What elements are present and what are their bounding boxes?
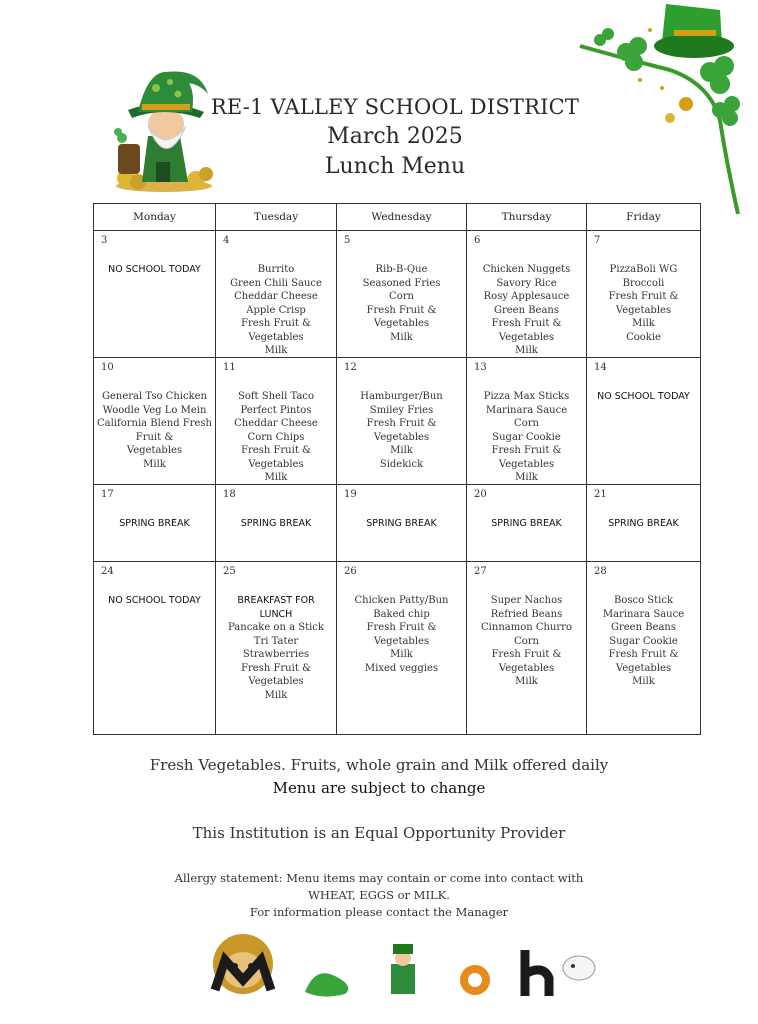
menu-item: Vegetables [615,662,672,674]
day-cell [467,485,587,562]
menu-items [587,594,700,689]
menu-item: Milk [264,689,288,701]
menu-item: Milk [264,472,288,483]
menu-items [337,594,466,675]
day-note: SPRING BREAK [608,518,679,529]
day-number: 17 [101,489,114,500]
menu-item: Apple Crisp [246,304,306,316]
menu-item: Seasoned Fries [362,277,441,289]
menu-item: Milk [390,445,413,456]
menu-item: Fresh Fruit & [608,291,679,302]
menu-item: Milk [143,458,166,470]
menu-item: Sugar Cookie [492,431,561,443]
day-cell [587,485,701,562]
lunch-calendar [93,203,701,735]
menu-item: Bosco Stick [613,595,674,606]
banner-text: March [195,930,199,931]
menu-item: Marinara Sauce [602,608,685,620]
menu-item: Savory Rice [496,277,557,289]
menu-item: Milk [632,318,655,329]
menu-header [200,92,590,182]
menu-item: Corn Chips [247,431,305,443]
menu-item: Refried Beans [490,608,563,620]
day-number: 12 [344,362,357,373]
weekday-tuesday: Tuesday [216,204,337,231]
menu-items [587,263,700,344]
menu-item: Green Chili Sauce [230,277,322,289]
menu-item: Broccoli [622,277,665,289]
week-row [94,231,701,358]
menu-item: Vegetables [373,635,430,647]
week-row [94,358,701,485]
menu-item: Fruit & [135,431,174,443]
menu-item: Fresh Fruit & [608,649,679,660]
day-cell [216,231,337,358]
menu-item: Vegetables [498,331,555,343]
menu-item: Mixed veggies [364,662,439,674]
day-number: 5 [344,235,351,246]
weekday-header-row [94,204,701,231]
day-number: 4 [223,235,230,246]
day-cell [216,358,337,485]
menu-items [467,263,586,358]
menu-item: Vegetables [248,331,304,343]
menu-items [337,390,466,471]
menu-items [467,390,586,485]
day-number: 14 [594,362,607,373]
menu-item: Milk [515,676,538,687]
menu-item: Fresh Fruit & [241,318,311,329]
march-banner-logo [195,930,605,1002]
day-number: 11 [223,362,236,373]
menu-item: Vegetables [248,458,304,470]
menu-item: Cookie [626,331,661,343]
menu-item: Tri Tater [253,635,299,647]
week-row [94,562,701,735]
day-cell [337,231,467,358]
menu-item: Woodle Veg Lo Mein [102,404,207,416]
menu-item: Corn [514,635,539,647]
day-note: NO SCHOOL TODAY [108,595,201,606]
day-number: 20 [474,489,487,500]
menu-item: Strawberries [242,649,310,660]
menu-item: Vegetables [615,304,672,316]
day-cell [216,485,337,562]
day-number: 28 [594,566,607,577]
menu-item: Milk [632,676,655,687]
menu-item: Super Nachos [490,595,563,606]
menu-item: Sugar Cookie [609,635,678,647]
day-number: 7 [594,235,601,246]
menu-item: Hamburger/Bun [360,391,443,402]
day-number: 18 [223,489,236,500]
day-number: 21 [594,489,607,500]
menu-item: Milk [264,345,288,356]
subject-to-change-note: Menu are subject to change [272,779,486,797]
day-note: NO SCHOOL TODAY [108,264,201,275]
menu-items [467,594,586,689]
day-number: 26 [344,566,357,577]
menu-item: Vegetables [373,318,430,329]
day-cell [94,231,216,358]
menu-item: Milk [390,649,413,660]
day-note: SPRING BREAK [240,518,312,529]
shamrock-hat-decoration [570,0,758,220]
menu-item: Vegetables [373,431,430,443]
menu-item: Milk [515,345,538,356]
district-name: RE-1 VALLEY SCHOOL DISTRICT [210,95,580,119]
menu-item: Vegetables [498,458,555,470]
menu-item: General Tso Chicken [102,391,207,402]
menu-item: Chicken Nuggets [482,264,571,275]
day-cell [587,358,701,485]
week-row [94,485,701,562]
menu-item: Vegetables [248,676,304,687]
allergy-statement [0,870,758,921]
menu-title: Lunch Menu [324,154,466,179]
day-cell [467,231,587,358]
menu-item: Green Beans [493,304,560,316]
allergy-line-1: Allergy statement: Menu items may contain or come into contact with [174,871,584,885]
menu-item: Fresh Fruit & [241,445,311,456]
day-number: 10 [101,362,114,373]
menu-item: Green Beans [610,622,677,633]
day-cell [587,562,701,735]
menu-items [216,390,336,485]
menu-item: Fresh Fruit & [366,304,437,316]
menu-item: Chicken Patty/Bun [354,595,449,606]
day-number: 13 [474,362,487,373]
menu-item: Fresh Fruit & [366,418,437,429]
menu-item: Fresh Fruit & [241,662,311,674]
menu-item: Smiley Fries [369,404,434,416]
menu-items [216,621,336,702]
day-cell [216,562,337,735]
menu-item: Rib-B-Que [375,264,428,275]
weekday-wednesday: Wednesday [337,204,467,231]
day-note: NO SCHOOL TODAY [597,391,690,402]
menu-item: Corn [514,418,539,429]
menu-item: Vegetables [498,662,555,674]
day-cell [337,358,467,485]
day-note: SPRING BREAK [119,518,190,529]
day-number: 3 [101,235,108,246]
day-cell [94,358,216,485]
allergy-line-3: For information please contact the Manager [249,905,509,919]
day-cell [467,358,587,485]
menu-item: Marinara Sauce [485,404,568,416]
menu-item: PizzaBoli WG [609,264,678,275]
weekday-thursday: Thursday [467,204,587,231]
menu-items [216,263,336,358]
daily-offer-note: Fresh Vegetables. Fruits, whole grain and Milk offered daily [149,756,609,774]
allergy-line-2: WHEAT, EGGS or MILK. [308,888,450,902]
menu-item: Vegetables [126,445,183,456]
menu-item: Pizza Max Sticks [483,391,570,402]
day-number: 19 [344,489,357,500]
day-note: BREAKFAST FOR LUNCH [237,595,315,620]
menu-item: Sidekick [379,458,424,470]
menu-item: Fresh Fruit & [366,622,437,633]
weekday-monday: Monday [94,204,216,231]
menu-items [337,263,466,344]
menu-item: Milk [390,331,413,343]
day-number: 25 [223,566,236,577]
menu-item: Pancake on a Stick [228,622,324,633]
equal-opportunity-statement: This Institution is an Equal Opportunity Provider [192,824,566,842]
day-cell [587,231,701,358]
menu-item: Fresh Fruit & [491,649,562,660]
menu-item: Cinnamon Churro [481,622,572,633]
day-number: 27 [474,566,487,577]
menu-item: Perfect Pintos [240,404,312,416]
menu-item: Cheddar Cheese [234,291,318,302]
day-cell [94,562,216,735]
day-note: SPRING BREAK [491,518,562,529]
menu-item: Fresh Fruit & [491,318,562,329]
menu-item: California Blend Fresh [97,418,212,429]
day-number: 6 [474,235,481,246]
day-number: 24 [101,566,114,577]
menu-item: Soft Shell Taco [237,391,315,402]
menu-item: Milk [515,472,538,483]
day-cell [337,485,467,562]
weekday-friday: Friday [587,204,701,231]
menu-item: Baked chip [373,608,430,620]
menu-item: Fresh Fruit & [491,445,562,456]
day-note: SPRING BREAK [366,518,437,529]
menu-item: Cheddar Cheese [234,418,318,429]
menu-month: March 2025 [327,124,463,149]
menu-item: Rosy Applesauce [483,291,570,302]
menu-items [94,390,215,471]
menu-item: Corn [389,291,414,302]
day-cell [337,562,467,735]
day-cell [467,562,587,735]
day-cell [94,485,216,562]
menu-item: Burrito [257,264,295,275]
